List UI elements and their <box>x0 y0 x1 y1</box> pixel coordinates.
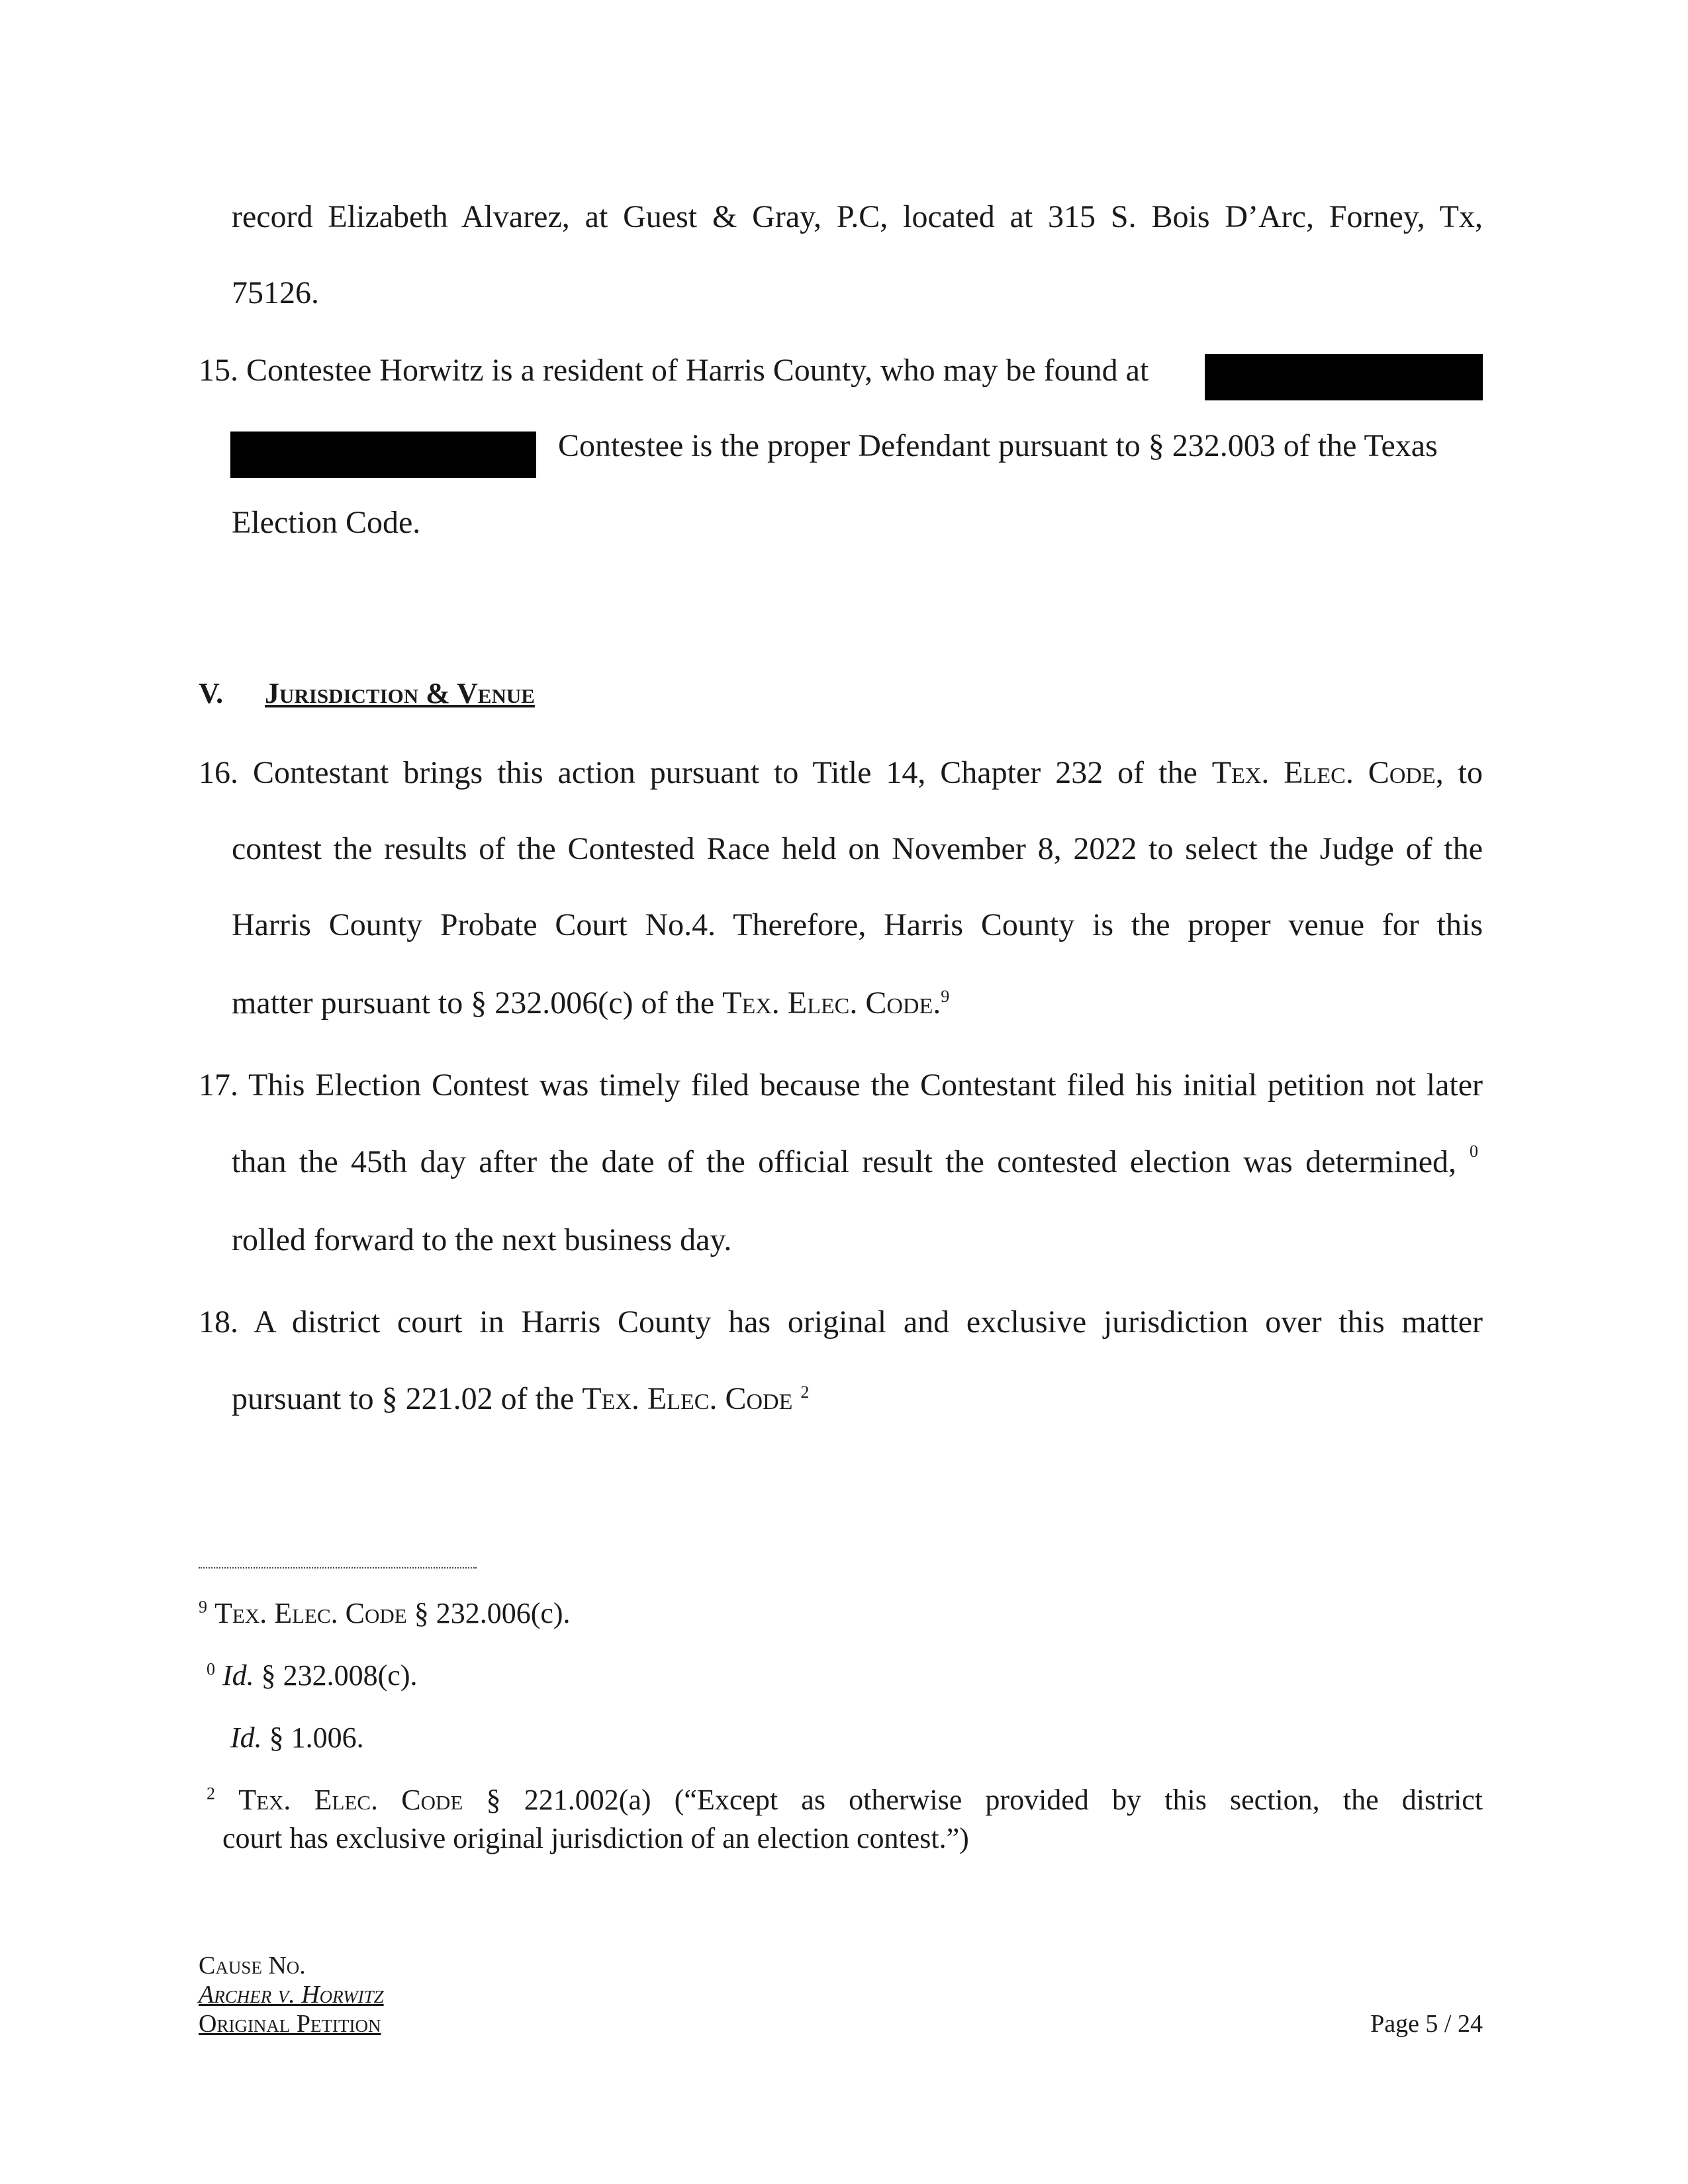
paragraph-15-line-3: Election Code. <box>232 505 421 540</box>
footnote-9: $^9$ Tex. Elec. Code § 232.006(c). <box>199 1597 571 1629</box>
case-name: Archer v. Horwitz <box>199 1981 384 2009</box>
footnote-separator <box>199 1567 477 1569</box>
footnote-10: $^0$ Id. § 232.008(c). <box>207 1659 418 1692</box>
section-title: Jurisdiction & Venue <box>265 677 535 709</box>
footnote-ref: 9 <box>941 987 950 1006</box>
footer-case-info <box>199 1951 384 2038</box>
document-type: Original Petition <box>199 2010 381 2038</box>
paragraph-15-line-1: 15. Contestee Horwitz is a resident of Harris County, who may be found at <box>199 353 1149 388</box>
paragraph-16-line-1: 16. Contestant brings this action pursuant to Title 14, Chapter 232 of the Tex. Elec. Code, to <box>199 755 1483 790</box>
paragraph-18-line-2: pursuant to § 221.02 of the Tex. Elec. Code $^2$ <box>232 1381 810 1416</box>
paragraph-16-line-2: contest the results of the Contested Race held on November 8, 2022 to select the Judge of the <box>232 831 1483 866</box>
footnote-11: Id. § 1.006. <box>230 1721 364 1754</box>
paragraph-16-line-4: matter pursuant to § 232.006(c) of the Tex. Elec. Code.$^9$ <box>232 985 950 1021</box>
paragraph-17-line-2: than the 45th day after the date of the official result the contested election was determined, <box>232 1144 1456 1179</box>
paragraph-17-line-1: 17. This Election Contest was timely filed because the Contestant filed his initial petition not later <box>199 1068 1483 1103</box>
redaction-block <box>1205 354 1483 400</box>
section-number: V. <box>199 677 224 709</box>
paragraph-18-line-1: 18. A district court in Harris County has original and exclusive jurisdiction over this matter <box>199 1304 1483 1340</box>
paragraph-17-line-3: rolled forward to the next business day. <box>232 1222 732 1257</box>
footnote-12-line-2: court has exclusive original jurisdiction of an election contest.”) <box>222 1822 969 1854</box>
paragraph-15-line-2: Contestee is the proper Defendant pursuant to § 232.003 of the Texas <box>558 428 1438 463</box>
document-page: record Elizabeth Alvarez, at Guest & Gray, P.C, located at 315 S. Bois D’Arc, Forney, Tx, 75126. 15. Contestee Horwitz is a resident of Harris County, who may be found at Contestee is the proper Defendant pursuant to § 232.003 of the Texas Election Code. V. Jurisdiction & Venue 16. Contestant brings this action pursuant to Title 14, Chapter 232 of the Tex. Elec. Code, to contest the results of the Contested Race held on November 8, 2022 to select the Judge of the Harris County Probate Court No.4. Therefore, Harris County is the proper venue for this matter pursuant to § 232.006(c) of the Tex. Elec. Code.$^9$ 17. This Election Contest was timely filed because the Contestant filed his initial petition not later than the 45th day after the date of the official result the contested election was determined, 0 rolled forward to the next business day. 18. A district court in Harris County has original and exclusive jurisdiction over this matter pursuant to § 221.02 of the Tex. Elec. Code $^2$ $^9$ Tex. Elec. Code § 232.006(c). $^0$ Id. § 232.008(c). Id. § 1.006. $^2$ Tex. Elec. Code § 221.002(a) (“Except as otherwise provided by this section, the district court has exclusive original jurisdiction of an election contest.”) Cause No. Archer v. Horwitz Original Petition Page 5 / 24 <box>199 199 1483 2038</box>
page-number: Page 5 / 24 <box>1370 2010 1483 2038</box>
redaction-block <box>230 432 536 478</box>
footnote-12-line-1: $^2$ Tex. Elec. Code § 221.002(a) (“Except as otherwise provided by this section, the district <box>207 1784 1483 1816</box>
paragraph-14-line-2: 75126. <box>232 275 319 310</box>
footnote-ref: 2 <box>800 1383 810 1402</box>
paragraph-16-line-3: Harris County Probate Court No.4. Therefore, Harris County is the proper venue for this <box>232 907 1483 942</box>
paragraph-14-line-1: record Elizabeth Alvarez, at Guest & Gray, P.C, located at 315 S. Bois D’Arc, Forney, Tx, <box>232 199 1483 234</box>
cause-number: Cause No. <box>199 1952 306 1979</box>
